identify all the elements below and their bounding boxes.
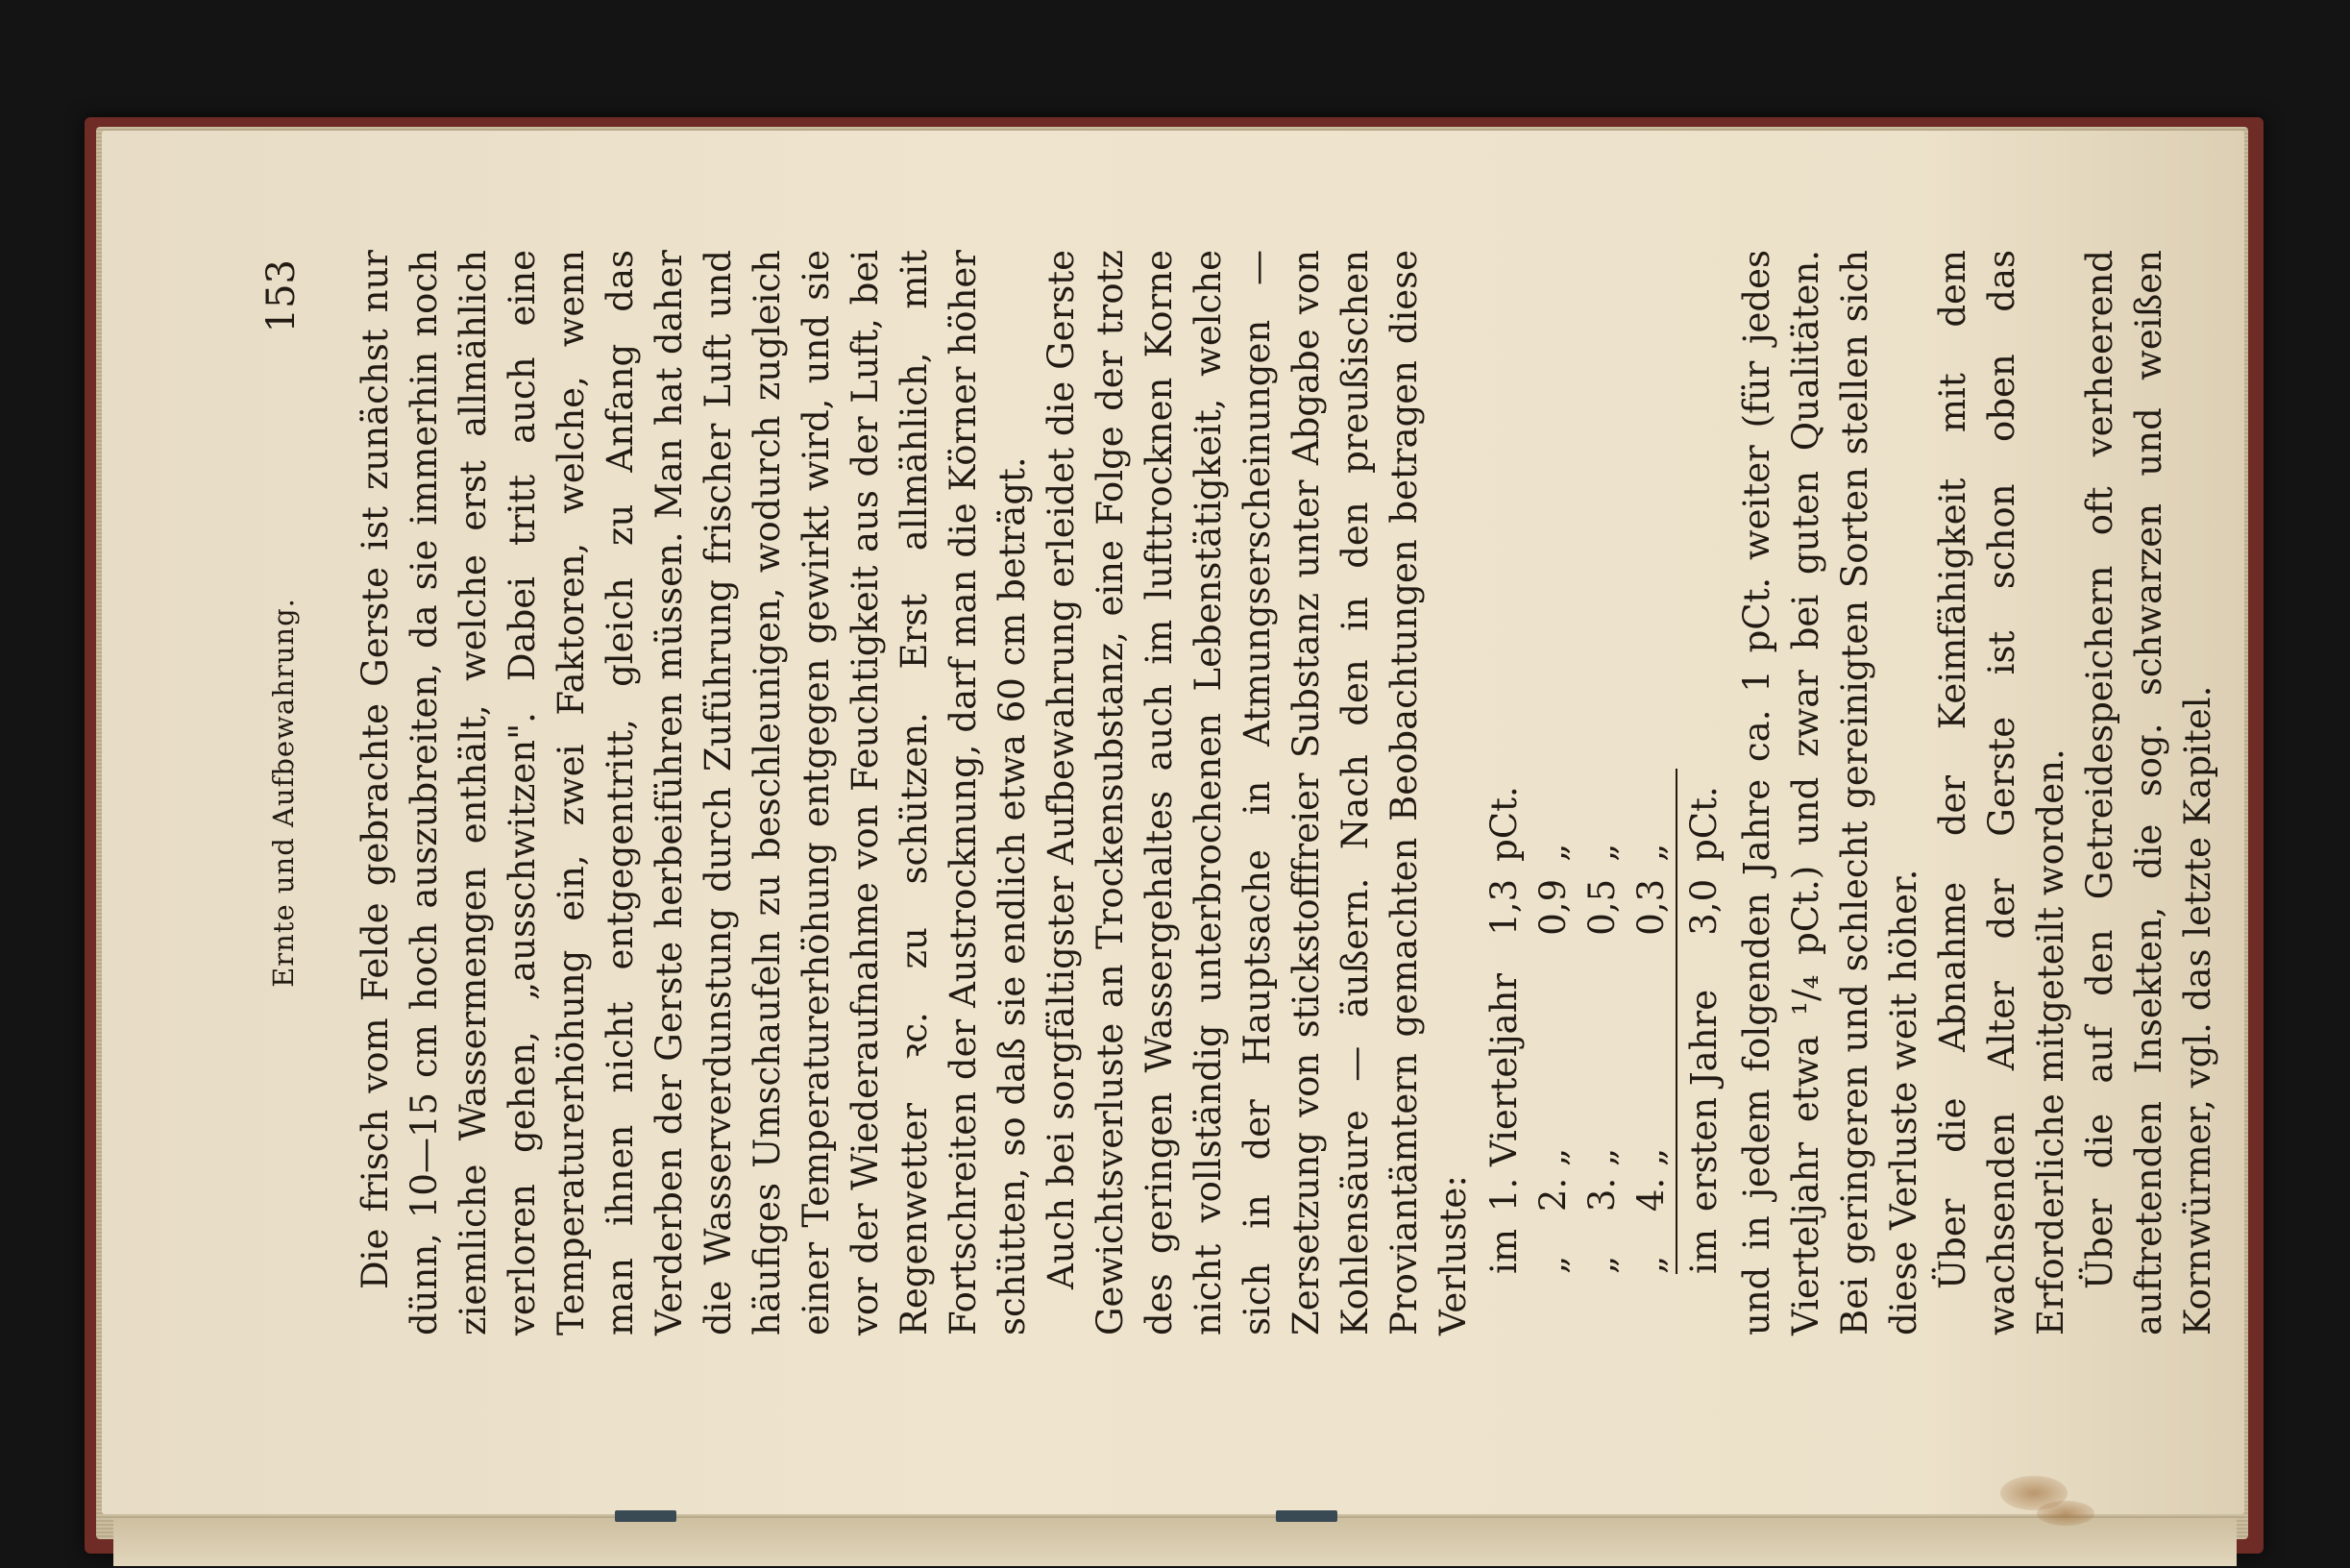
row-prefix: „ — [1627, 1212, 1677, 1274]
row-unit: „ — [1581, 843, 1623, 862]
row-value: 0,3 — [1627, 862, 1677, 956]
table-row — [1480, 769, 1529, 1274]
facing-page-edge — [113, 1518, 2237, 1566]
total-prefix: im — [1683, 1229, 1725, 1274]
row-unit: „ — [1532, 843, 1574, 862]
spine-tab-left — [615, 1510, 676, 1522]
row-value: 0,5 — [1581, 878, 1623, 936]
row-prefix: „ — [1581, 1255, 1623, 1274]
paragraph-insects: Über die auf den Getreidespeichern oft verheerend auftretenden Insekten, die sog. schwarzen und weißen Kornwürmer, vgl. das letzte Kapitel. — [2079, 250, 2218, 1335]
paragraph-after-table: und in jedem folgenden Jahre ca. 1 pCt. weiter (für jedes Vierteljahr etwa ¹/₄ pCt.) und zwar bei guten Qualitäten. Bei geringeren und schlecht gereinigten Sorten stellen sich diese Verluste weit höher. — [1736, 250, 1924, 1335]
row-value: 0,9 — [1532, 878, 1574, 936]
losses-table — [1480, 769, 1728, 1274]
row-period: 1. Vierteljahr — [1483, 972, 1525, 1213]
row-period: 4. „ — [1627, 956, 1677, 1212]
table-total-row — [1677, 769, 1728, 1274]
row-unit: „ — [1627, 769, 1677, 862]
table-row — [1627, 769, 1677, 1274]
body-text — [351, 250, 2222, 1335]
running-head-title: Ernte und Aufbewahrung. — [267, 598, 300, 988]
paragraph-germination: Über die Abnahme der Keimfähigkeit mit dem wachsenden Alter der Gerste ist schon oben das Erforderliche mitgeteilt worden. — [1932, 250, 2071, 1335]
table-row — [1578, 769, 1627, 1274]
paper-stain — [2037, 1501, 2094, 1526]
total-value: 3,0 — [1683, 878, 1725, 936]
row-prefix: im — [1483, 1229, 1525, 1274]
rotated-text-block — [259, 250, 2218, 1335]
total-unit: pCt. — [1683, 786, 1725, 862]
spine-tab-right — [1276, 1510, 1337, 1522]
row-period: 2. „ — [1532, 1147, 1574, 1213]
row-period: 3. „ — [1581, 1147, 1623, 1213]
paragraph-weight-loss: Auch bei sorgfältigster Aufbewahrung erleidet die Gerste Gewichtsverluste an Trockensubstanz, eine Folge der trotz des geringen Wassergehaltes auch im lufttrocknen Korne nicht vollständig unterbrochenen Lebenstätigkeit, welche sich in der Hauptsache in Atmungserscheinungen — Zersetzung von stickstofffreier Substanz unter Abgabe von Kohlensäure — äußern. Nach den in den preußischen Proviantämtern gemachten Beobachtungen betragen diese Verluste: — [1040, 250, 1474, 1335]
paragraph-storage: Die frisch vom Felde gebrachte Gerste ist zunächst nur dünn, 10—15 cm hoch auszubreiten, da sie immerhin noch ziemliche Wassermengen enthält, welche erst allmählich verloren gehen, „ausschwitzen". Dabei tritt auch eine Temperaturerhöhung ein, zwei Faktoren, welche, wenn man ihnen nicht entgegentritt, gleich zu Anfang das Verderben der Gerste herbeiführen müssen. Man hat daher die Wasserverdunstung durch Zuführung frischer Luft und häufiges Umschaufeln zu beschleunigen, wodurch zugleich einer Temperaturerhöhung entgegen gewirkt wird, und sie vor der Wiederaufnahme von Feuchtigkeit aus der Luft, bei Regenwetter ꝛc. zu schützen. Erst allmählich, mit Fortschreiten der Austrocknung, darf man die Körner höher schütten, so daß sie endlich etwa 60 cm beträgt. — [355, 250, 1033, 1335]
row-prefix: „ — [1532, 1255, 1574, 1274]
page-number: 153 — [259, 259, 304, 333]
running-head — [259, 250, 317, 1335]
row-unit: pCt. — [1483, 786, 1525, 862]
table-row — [1529, 769, 1578, 1274]
total-period: ersten Jahre — [1683, 989, 1725, 1213]
row-value: 1,3 — [1483, 878, 1525, 936]
